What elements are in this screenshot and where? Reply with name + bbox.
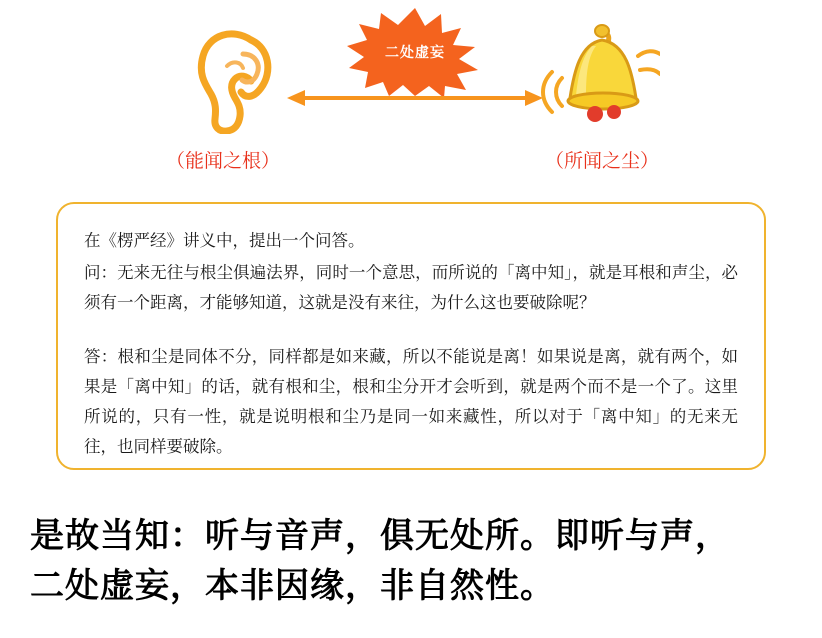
sutra-quote xyxy=(30,512,800,612)
explanation-paragraph-3: 答：根和尘是同体不分，同样都是如来藏，所以不能说是离！如果说是离，就有两个，如果是「离中知」的话，就有根和尘，根和尘分开才会听到，就是两个而不是一个了。这里所说的，只有一性，就是说明根和尘乃是同一如来藏性，所以对于「离中知」的无来无往，也同样要破除。 xyxy=(84,347,738,456)
burst-label: 二处虚妄 xyxy=(385,44,445,60)
double-arrow-icon xyxy=(285,86,545,110)
explanation-paragraph-2: 问：无来无往与根尘俱遍法界，同时一个意思，而所说的「离中知」，就是耳根和声尘，必须有一个距离，才能够知道，这就是没有来往，为什么这也要破除呢？ xyxy=(84,263,738,312)
diagram-area xyxy=(0,0,822,186)
sutra-line-2: 二处虚妄，本非因缘，非自然性。 xyxy=(30,568,555,605)
left-caption: （能闻之根） xyxy=(166,151,281,172)
explanation-paragraph-1: 在《楞严经》讲义中，提出一个问答。 xyxy=(84,231,365,250)
ear-icon xyxy=(183,24,293,134)
bell-icon xyxy=(540,22,660,137)
burst-shape xyxy=(345,6,485,98)
sutra-line-1: 是故当知：听与音声，俱无处所。即听与声， xyxy=(30,518,730,555)
right-caption: （所闻之尘） xyxy=(545,151,660,172)
explanation-box xyxy=(56,202,766,470)
